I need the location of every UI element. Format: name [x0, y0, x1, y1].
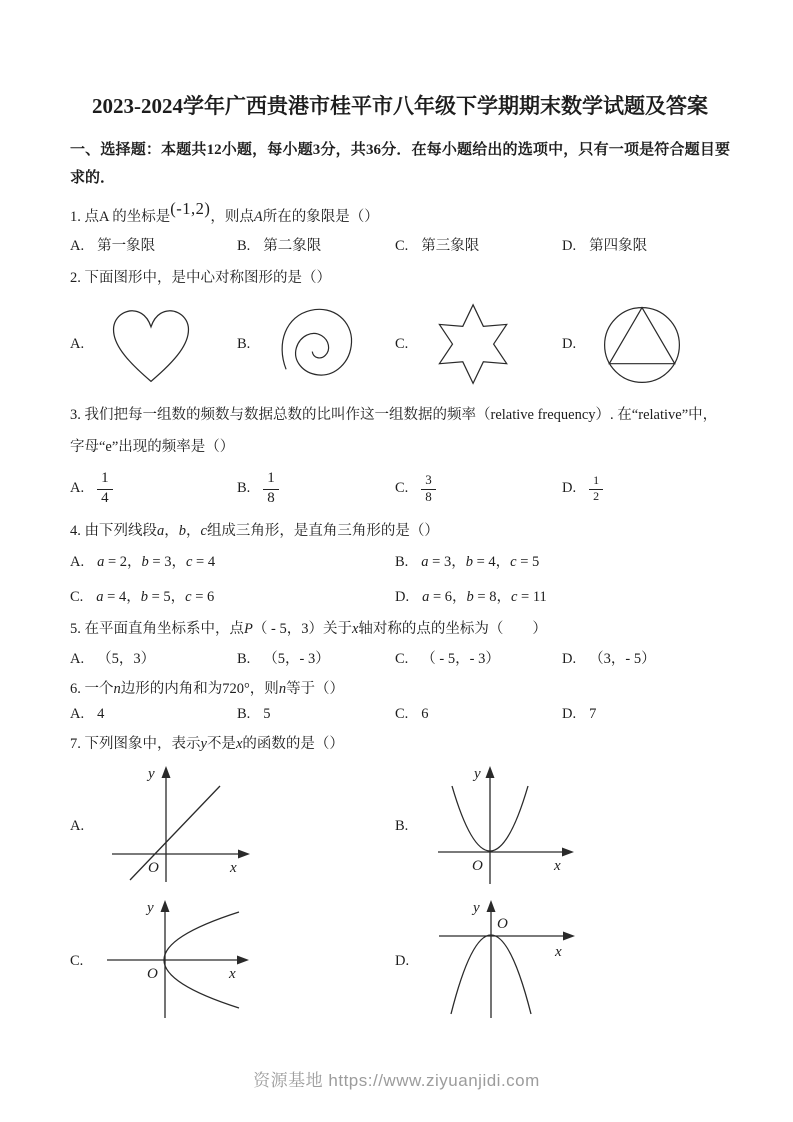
- option-b: [395, 550, 730, 571]
- option-label: A.: [70, 480, 85, 497]
- option-text: a = 2，b = 3，c = 4: [97, 554, 216, 571]
- question-7-graphs-row-1: [70, 764, 730, 890]
- question-5-options: [70, 647, 730, 668]
- option-label: B.: [237, 480, 251, 497]
- question-7-stem: 7. 下列图象中，表示y不是x的函数的是（）: [70, 736, 344, 753]
- option-text: a = 6，b = 8，c = 11: [422, 589, 547, 606]
- origin-label: O: [148, 859, 159, 876]
- option-d: [562, 647, 730, 668]
- origin-label: O: [472, 857, 484, 874]
- option-label: B.: [237, 650, 251, 667]
- option-label: B.: [237, 336, 251, 353]
- footer-text: 资源基地 https://www.ziyuanjidi.com: [253, 1071, 540, 1090]
- denominator: 8: [267, 489, 275, 506]
- option-label: C.: [395, 336, 409, 353]
- option-text: a = 4，b = 5，c = 6: [96, 589, 215, 606]
- option-b: [395, 764, 730, 890]
- fraction: [97, 470, 113, 507]
- option-label: C.: [395, 706, 409, 723]
- option-label: D.: [395, 589, 410, 606]
- option-a: [70, 706, 237, 723]
- option-a: [70, 647, 237, 668]
- option-label: A.: [70, 706, 85, 723]
- x-axis-label: x: [229, 965, 236, 982]
- question-2-stem: 2. 下面图形中，是中心对称图形的是（）: [70, 270, 331, 287]
- y-axis-label: y: [474, 765, 481, 782]
- option-text: （ - 5，- 3）: [421, 650, 500, 667]
- option-text: （5，3）: [97, 650, 156, 667]
- y-axis-label: y: [148, 765, 155, 782]
- question-2-options: [70, 296, 730, 394]
- question-4-options: [70, 550, 730, 606]
- y-axis-label: y: [147, 899, 154, 916]
- fraction: [589, 474, 603, 504]
- question-6-options: [70, 706, 730, 723]
- triangle-in-circle-icon: [599, 301, 685, 389]
- option-text: 4: [97, 706, 105, 723]
- option-c: [395, 299, 562, 391]
- option-a: [70, 234, 237, 255]
- option-a: [70, 301, 237, 389]
- option-label: D.: [562, 238, 577, 255]
- option-label: A.: [70, 336, 85, 353]
- denominator: 4: [101, 489, 109, 506]
- option-label: C.: [395, 480, 409, 497]
- option-d: [562, 234, 730, 255]
- option-label: D.: [562, 336, 577, 353]
- numerator: 3: [421, 473, 436, 490]
- question-6-stem: 6. 一个n边形的内角和为720°，则n等于（）: [70, 680, 345, 697]
- option-c: [70, 585, 395, 606]
- option-label: A.: [70, 818, 85, 835]
- option-c: [395, 473, 562, 505]
- option-d: [562, 301, 730, 389]
- option-c: [395, 706, 562, 723]
- denominator: 2: [593, 488, 600, 503]
- option-label: D.: [562, 480, 577, 497]
- graph-parabola-up: [427, 764, 579, 890]
- option-c: [395, 234, 562, 255]
- option-text: 第二象限: [263, 238, 322, 255]
- origin-label: O: [497, 915, 508, 932]
- option-a: [70, 470, 237, 507]
- option-label: D.: [395, 953, 410, 970]
- option-b: [237, 470, 395, 507]
- option-text: （3，- 5）: [589, 650, 656, 667]
- graph-parabola-down: [428, 898, 580, 1026]
- option-a: [70, 550, 395, 571]
- denominator: 8: [425, 488, 432, 504]
- origin-label: O: [147, 965, 159, 982]
- option-label: C.: [70, 953, 84, 970]
- option-text: 7: [589, 706, 597, 723]
- question-5-stem: 5. 在平面直角坐标系中，点P（ - 5，3）关于x轴对称的点的坐标为（ ）: [70, 621, 547, 638]
- x-axis-label: x: [230, 859, 237, 876]
- option-b: [237, 301, 395, 389]
- option-d: [395, 898, 730, 1026]
- section-header: 一、选择题：本题共12小题，每小题3分，共36分．在每小题给出的选项中，只有一项是符合题目要求的．: [70, 142, 730, 187]
- option-label: A.: [70, 554, 85, 571]
- six-pointed-star-icon: [431, 299, 517, 391]
- option-label: A.: [70, 238, 85, 255]
- x-axis-label: x: [555, 943, 562, 960]
- option-label: D.: [562, 706, 577, 723]
- option-label: C.: [70, 589, 84, 606]
- option-d: [562, 474, 730, 504]
- fraction: [421, 473, 436, 505]
- spiral-icon: [273, 301, 359, 389]
- y-axis-label: y: [473, 899, 480, 916]
- option-label: D.: [562, 650, 577, 667]
- option-c: [70, 898, 395, 1026]
- question-3-stem: 3. 我们把每一组数的频数与数据总数的比叫作这一组数据的频率（relative frequency）. 在“relative”中，字母“e”出现的频率是（）: [70, 406, 718, 455]
- numerator: 1: [589, 474, 603, 490]
- option-b: [237, 706, 395, 723]
- graph-sideways-parabola: [102, 898, 254, 1026]
- fraction: [263, 470, 279, 507]
- x-axis-label: x: [554, 857, 561, 874]
- page-title: 2023-2024学年广西贵港市桂平市八年级下学期期末数学试题及答案: [92, 94, 708, 118]
- option-label: A.: [70, 650, 85, 667]
- question-3-options: [70, 466, 730, 512]
- numerator: 1: [263, 470, 279, 489]
- option-d: [562, 706, 730, 723]
- option-label: C.: [395, 238, 409, 255]
- option-b: [237, 234, 395, 255]
- graph-straight-line: [103, 764, 255, 890]
- question-7-graphs-row-2: [70, 898, 730, 1026]
- option-text: （5，- 3）: [263, 650, 330, 667]
- option-label: B.: [395, 554, 409, 571]
- question-1-stem: 1. 点A 的坐标是(-1,2)，则点A所在的象限是（）: [70, 198, 379, 225]
- footer-watermark: [0, 1066, 793, 1091]
- option-text: a = 3，b = 4，c = 5: [421, 554, 540, 571]
- option-label: B.: [237, 238, 251, 255]
- option-label: C.: [395, 650, 409, 667]
- option-text: 第一象限: [97, 238, 156, 255]
- heart-icon: [107, 301, 195, 389]
- numerator: 1: [97, 470, 113, 489]
- option-c: [395, 647, 562, 668]
- option-label: B.: [237, 706, 251, 723]
- option-text: 6: [421, 706, 429, 723]
- question-4-stem: 4. 由下列线段a，b，c组成三角形，是直角三角形的是（）: [70, 522, 439, 539]
- line-curve: [130, 786, 220, 880]
- option-text: 5: [263, 706, 271, 723]
- option-label: B.: [395, 818, 409, 835]
- option-text: 第三象限: [421, 238, 480, 255]
- question-1-options: [70, 234, 730, 255]
- option-d: [395, 585, 730, 606]
- option-b: [237, 647, 395, 668]
- option-a: [70, 764, 395, 890]
- option-text: 第四象限: [589, 238, 648, 255]
